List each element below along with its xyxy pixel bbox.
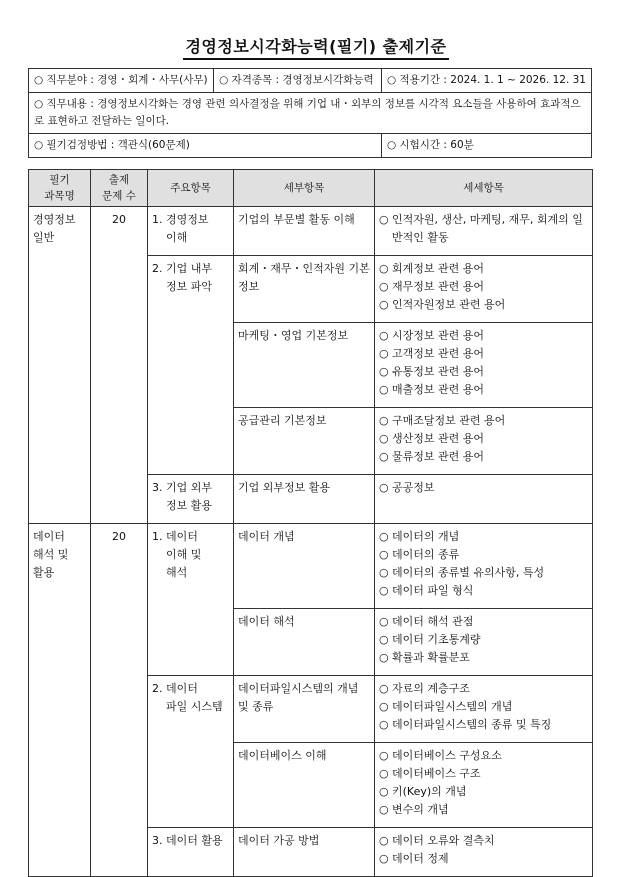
criteria-table <box>28 169 593 877</box>
detail-items <box>375 323 593 408</box>
subject-name-line: 데이터 <box>33 530 65 543</box>
detail-text: 공공정보 <box>392 481 435 494</box>
qualification-item: ○ 자격종목 : 경영정보시각화능력 <box>214 69 382 93</box>
subject-name-line: 해석 및 <box>33 548 69 561</box>
main-item-line: 기업 외부 <box>166 481 213 494</box>
detail-item <box>379 211 588 247</box>
detail-text: 생산정보 관련 용어 <box>392 432 485 445</box>
main-item-text <box>152 211 229 247</box>
bullet-circle-icon: ○ <box>379 383 389 396</box>
main-item-lines <box>166 832 223 850</box>
bullet-circle-icon: ○ <box>379 718 389 731</box>
bullet-circle-icon: ○ <box>379 584 389 597</box>
detail-item <box>379 649 588 667</box>
detail-text: 데이터의 개념 <box>392 530 460 543</box>
main-item-line: 데이터 <box>166 682 198 695</box>
subject-name-line: 경영정보 <box>33 213 76 226</box>
main-item-lines <box>166 260 212 296</box>
detail-item <box>379 363 588 381</box>
detail-item <box>379 747 588 765</box>
info-table <box>28 68 592 158</box>
detail-text: 데이터파일시스템의 개념 <box>392 700 513 713</box>
header-subject: 필기 과목명 <box>29 170 91 207</box>
detail-text: 데이터베이스 구성요소 <box>392 749 502 762</box>
main-item-number: 3. <box>152 834 163 847</box>
detail-item <box>379 448 588 466</box>
bullet-circle-icon: ○ <box>379 262 389 275</box>
main-item-number: 2. <box>152 262 163 275</box>
detail-text: 유통정보 관련 용어 <box>392 365 485 378</box>
detail-text: 데이터 기초통계량 <box>392 633 481 646</box>
sub-item: 데이터 가공 방법 <box>234 828 375 877</box>
detail-text: 데이터의 종류 <box>392 548 460 561</box>
header-count: 출제 문제 수 <box>91 170 148 207</box>
detail-item <box>379 278 588 296</box>
bullet-circle-icon: ○ <box>379 566 389 579</box>
detail-item <box>379 765 588 783</box>
detail-text: 자료의 계층구조 <box>392 682 470 695</box>
bullet-circle-icon: ○ <box>379 700 389 713</box>
detail-text: 물류정보 관련 용어 <box>392 450 485 463</box>
detail-item <box>379 260 588 278</box>
subject-name-line: 활용 <box>33 566 55 579</box>
main-item-number: 2. <box>152 682 163 695</box>
main-item-number: 1. <box>152 213 163 226</box>
question-count: 20 <box>91 207 148 524</box>
main-item-line: 이해 <box>166 231 188 244</box>
bullet-circle-icon: ○ <box>379 213 389 226</box>
detail-list <box>379 613 588 667</box>
main-item-line: 정보 활용 <box>166 499 213 512</box>
detail-item <box>379 345 588 363</box>
detail-item <box>379 631 588 649</box>
detail-items <box>375 524 593 609</box>
detail-text: 데이터 해석 관점 <box>392 615 474 628</box>
detail-items <box>375 609 593 676</box>
detail-list <box>379 747 588 819</box>
main-item-text <box>152 260 229 296</box>
detail-text: 데이터베이스 구조 <box>392 767 481 780</box>
detail-text: 데이터 오류와 결측치 <box>392 834 495 847</box>
sub-item: 데이터 해석 <box>234 609 375 676</box>
main-item-text <box>152 680 229 716</box>
job-description: ○ 직무내용 : 경영정보시각화는 경영 관련 의사결정을 위해 기업 내・외부의 정보를 시각적 요소들을 사용하여 효과적으로 표현하고 전달하는 일이다. <box>29 93 592 134</box>
bullet-circle-icon: ○ <box>379 432 389 445</box>
detail-list <box>379 528 588 600</box>
sub-item: 마케팅・영업 기본정보 <box>234 323 375 408</box>
bullet-circle-icon: ○ <box>379 682 389 695</box>
detail-items <box>375 475 593 524</box>
exam-method: ○ 필기검정방법 : 객관식(60문제) <box>29 134 382 158</box>
detail-item <box>379 327 588 345</box>
main-item-text <box>152 832 229 850</box>
detail-item <box>379 381 588 399</box>
detail-text: 변수의 개념 <box>392 803 449 816</box>
detail-list <box>379 680 588 734</box>
header-sub: 세부항목 <box>234 170 375 207</box>
bullet-circle-icon: ○ <box>379 803 389 816</box>
bullet-circle-icon: ○ <box>379 615 389 628</box>
table-row <box>29 207 593 256</box>
header-detail: 세세항목 <box>375 170 593 207</box>
detail-text: 인적자원, 생산, 마케팅, 재무, 회계의 일반적인 활동 <box>392 213 583 244</box>
bullet-circle-icon: ○ <box>379 414 389 427</box>
bullet-circle-icon: ○ <box>379 767 389 780</box>
main-item-lines <box>166 479 212 515</box>
table-row <box>29 524 593 609</box>
detail-list <box>379 412 588 466</box>
bullet-circle-icon: ○ <box>379 785 389 798</box>
bullet-circle-icon: ○ <box>379 633 389 646</box>
main-item <box>148 524 234 676</box>
criteria-body <box>29 207 593 877</box>
sub-item: 데이터 개념 <box>234 524 375 609</box>
main-item-line: 파일 시스템 <box>166 700 223 713</box>
sub-item: 데이터파일시스템의 개념 및 종류 <box>234 676 375 743</box>
detail-text: 회계정보 관련 용어 <box>392 262 485 275</box>
main-item-number: 1. <box>152 530 163 543</box>
main-item-line: 경영정보 <box>166 213 209 226</box>
sub-item: 기업의 부문별 활동 이해 <box>234 207 375 256</box>
main-item-lines <box>166 211 209 247</box>
detail-list <box>379 479 588 497</box>
detail-items <box>375 828 593 877</box>
bullet-circle-icon: ○ <box>379 280 389 293</box>
detail-text: 데이터 정제 <box>392 852 449 865</box>
detail-item <box>379 582 588 600</box>
page-title <box>0 34 632 57</box>
detail-items <box>375 676 593 743</box>
main-item <box>148 256 234 475</box>
bullet-circle-icon: ○ <box>379 365 389 378</box>
detail-text: 데이터 파일 형식 <box>392 584 474 597</box>
detail-item <box>379 680 588 698</box>
bullet-circle-icon: ○ <box>379 834 389 847</box>
title-text: 경영정보시각화능력(필기) 출제기준 <box>183 37 448 60</box>
bullet-circle-icon: ○ <box>379 450 389 463</box>
detail-item <box>379 613 588 631</box>
detail-items <box>375 743 593 828</box>
main-item-text <box>152 528 229 582</box>
detail-item <box>379 412 588 430</box>
bullet-circle-icon: ○ <box>379 530 389 543</box>
detail-item <box>379 716 588 734</box>
detail-item <box>379 832 588 850</box>
detail-items <box>375 207 593 256</box>
sub-item: 회계・재무・인적자원 기본정보 <box>234 256 375 323</box>
bullet-circle-icon: ○ <box>379 651 389 664</box>
detail-list <box>379 327 588 399</box>
main-item <box>148 475 234 524</box>
detail-text: 데이터파일시스템의 종류 및 특징 <box>392 718 552 731</box>
detail-text: 확률과 확률분포 <box>392 651 470 664</box>
detail-text: 시장정보 관련 용어 <box>392 329 485 342</box>
application-period: ○ 적용기간 : 2024. 1. 1 ~ 2026. 12. 31 <box>382 69 592 93</box>
bullet-circle-icon: ○ <box>379 548 389 561</box>
subject-name <box>29 207 91 524</box>
main-item <box>148 676 234 828</box>
main-item <box>148 207 234 256</box>
subject-name <box>29 524 91 877</box>
detail-text: 데이터의 종류별 유의사항, 특성 <box>392 566 545 579</box>
main-item <box>148 828 234 877</box>
sub-item: 공급관리 기본정보 <box>234 408 375 475</box>
detail-text: 인적자원정보 관련 용어 <box>392 298 506 311</box>
detail-text: 재무정보 관련 용어 <box>392 280 485 293</box>
detail-text: 키(Key)의 개념 <box>392 785 467 798</box>
detail-item <box>379 783 588 801</box>
main-item-line: 정보 파악 <box>166 280 213 293</box>
job-field: ○ 직무분야 : 경영・회계・사무(사무) <box>29 69 214 93</box>
main-item-lines <box>166 680 223 716</box>
detail-list <box>379 211 588 247</box>
detail-list <box>379 832 588 868</box>
detail-item <box>379 801 588 819</box>
exam-time: ○ 시험시간 : 60분 <box>382 134 592 158</box>
main-item-line: 이해 및 <box>166 548 202 561</box>
detail-item <box>379 528 588 546</box>
detail-text: 구매조달정보 관련 용어 <box>392 414 506 427</box>
header-main: 주요항목 <box>148 170 234 207</box>
detail-items <box>375 408 593 475</box>
bullet-circle-icon: ○ <box>379 298 389 311</box>
sub-item: 데이터베이스 이해 <box>234 743 375 828</box>
bullet-circle-icon: ○ <box>379 852 389 865</box>
bullet-circle-icon: ○ <box>379 749 389 762</box>
bullet-circle-icon: ○ <box>379 481 389 494</box>
main-item-line: 기업 내부 <box>166 262 213 275</box>
detail-item <box>379 296 588 314</box>
main-item-line: 데이터 활용 <box>166 834 223 847</box>
detail-item <box>379 564 588 582</box>
subject-name-line: 일반 <box>33 231 55 244</box>
bullet-circle-icon: ○ <box>379 329 389 342</box>
sub-item: 기업 외부정보 활용 <box>234 475 375 524</box>
detail-list <box>379 260 588 314</box>
detail-items <box>375 256 593 323</box>
main-item-text <box>152 479 229 515</box>
detail-item <box>379 850 588 868</box>
detail-item <box>379 698 588 716</box>
bullet-circle-icon: ○ <box>379 347 389 360</box>
main-item-line: 데이터 <box>166 530 198 543</box>
detail-item <box>379 479 588 497</box>
main-item-lines <box>166 528 201 582</box>
detail-item <box>379 546 588 564</box>
detail-text: 매출정보 관련 용어 <box>392 383 485 396</box>
main-item-line: 해석 <box>166 566 188 579</box>
detail-text: 고객정보 관련 용어 <box>392 347 485 360</box>
detail-item <box>379 430 588 448</box>
main-item-number: 3. <box>152 481 163 494</box>
question-count: 20 <box>91 524 148 877</box>
